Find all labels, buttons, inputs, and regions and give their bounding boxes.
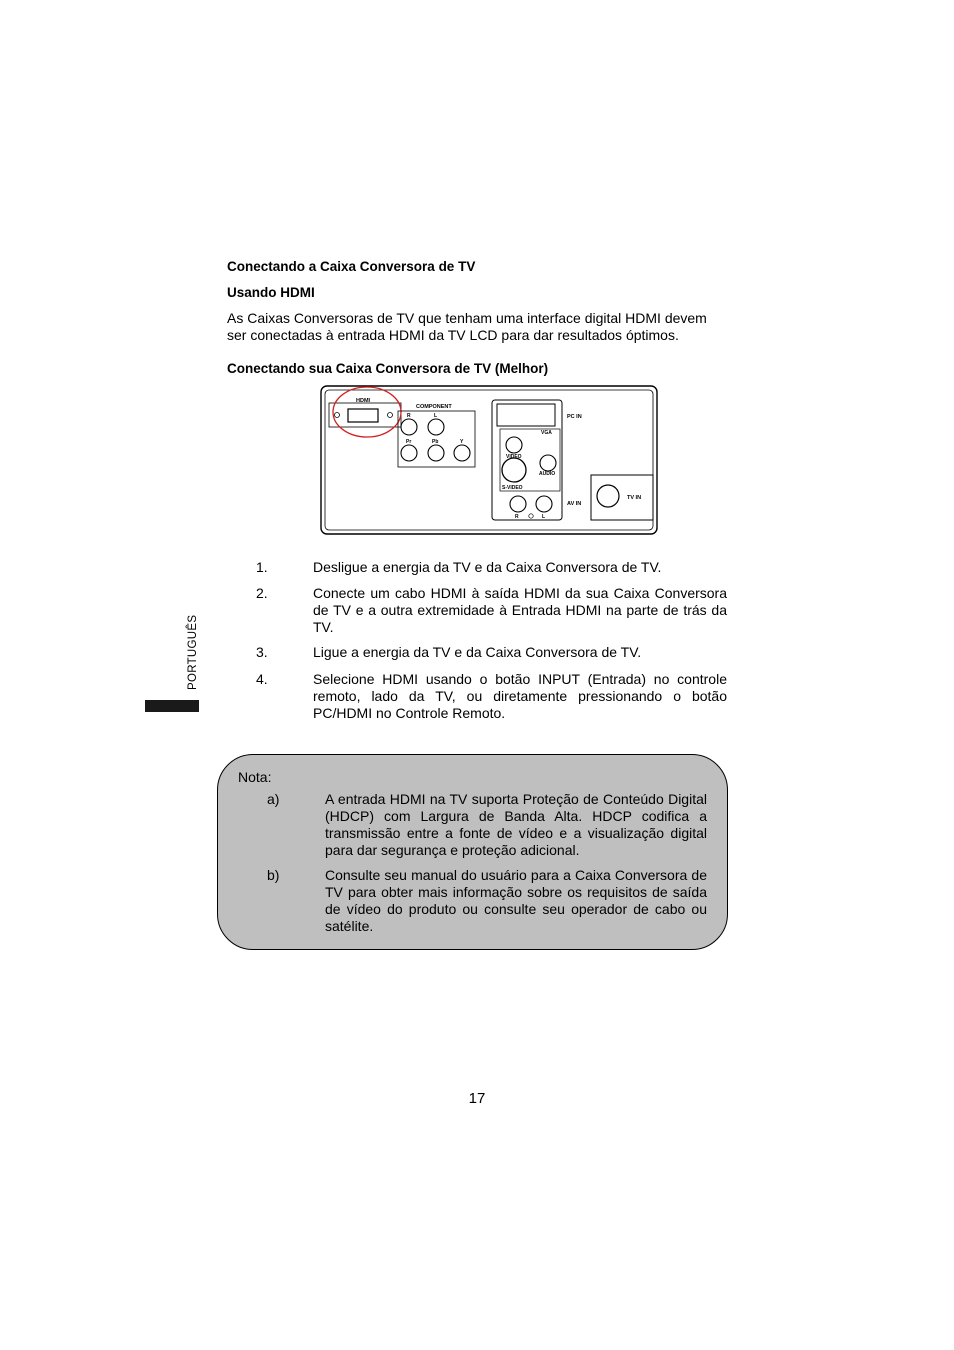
step-text: Selecione HDMI usando o botão INPUT (Entrada) no controle remoto, lado da TV, ou diretamente pressionando o botão PC/HDMI no Controle Remoto.	[313, 671, 727, 721]
note-marker: b)	[267, 867, 280, 883]
pb-label: Pb	[432, 439, 439, 445]
pc-in-label: PC IN	[567, 414, 582, 420]
step-number: 4.	[256, 671, 268, 687]
step-text: Ligue a energia da TV e da Caixa Conversora de TV.	[313, 644, 642, 660]
language-marker-bar	[145, 700, 199, 712]
av-l-label: L	[542, 514, 546, 520]
vga-label: VGA	[541, 430, 552, 436]
intro-paragraph	[227, 310, 707, 344]
note-text: A entrada HDMI na TV suporta Proteção de Conteúdo Digital (HDCP) com Largura de Banda Alta. HDCP codifica a transmissão entre a fonte de vídeo e a visualização digital para dar segurança e proteção adicional.	[325, 791, 707, 858]
step-number: 1.	[256, 559, 268, 575]
language-side-tab: PORTUGUÊS	[187, 614, 199, 690]
component-r-label: R	[407, 413, 411, 419]
intro-line: ser conectadas à entrada HDMI da TV LCD para dar resultados óptimos.	[227, 327, 679, 343]
pr-label: Pr	[406, 439, 412, 445]
note-marker: a)	[267, 791, 280, 807]
step-number: 2.	[256, 585, 268, 601]
intro-line: As Caixas Conversoras de TV que tenham uma interface digital HDMI devem	[227, 310, 707, 326]
diagram-heading: Conectando sua Caixa Conversora de TV (Melhor)	[227, 361, 549, 376]
av-in-label: AV IN	[567, 501, 582, 507]
panel-outer-frame	[321, 386, 657, 534]
step-text: Conecte um cabo HDMI à saída HDMI da sua Caixa Conversora de TV e a outra extremidade à Entrada HDMI na parte de trás da TV.	[313, 585, 727, 635]
note-text: Consulte seu manual do usuário para a Caixa Conversora de TV para obter mais informação sobre os requisitos de saída de vídeo do produto ou consulte seu operador de cabo ou satélite.	[325, 867, 707, 934]
step-number: 3.	[256, 644, 268, 660]
video-label: VIDEO	[506, 454, 522, 460]
y-label: Y	[460, 439, 464, 445]
s-video-label: S-VIDEO	[502, 485, 523, 491]
step-text: Desligue a energia da TV e da Caixa Conversora de TV.	[313, 559, 662, 575]
tv-rear-panel-diagram	[320, 385, 659, 536]
subsection-title: Usando HDMI	[227, 285, 315, 300]
av-r-label: R	[515, 514, 519, 520]
component-label: COMPONENT	[416, 404, 452, 410]
section-title: Conectando a Caixa Conversora de TV	[227, 259, 476, 274]
audio-label: AUDIO	[539, 471, 556, 477]
component-l-label: L	[434, 413, 438, 419]
tv-in-label: TV IN	[627, 495, 642, 501]
page-number: 17	[468, 1090, 486, 1107]
note-title: Nota:	[238, 769, 272, 785]
hdmi-label: HDMI	[356, 398, 371, 404]
